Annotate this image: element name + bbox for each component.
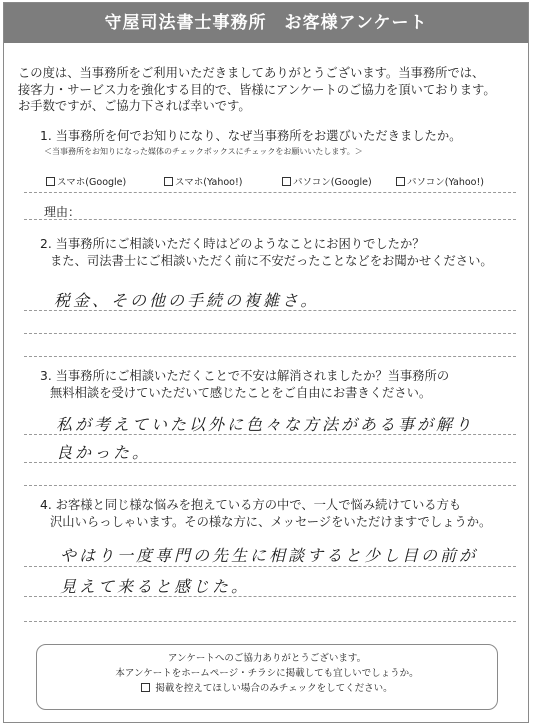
question-1-note: ＜当事務所をお知りになった媒体のチェックボックスにチェックをお願いいたします。＞: [44, 147, 363, 156]
answer-line: [24, 356, 516, 357]
question-1: 1. 当事務所を何でお知りになり、なぜ当事務所をお選びいただきましたか。: [40, 129, 462, 143]
answer-line: [24, 219, 516, 220]
answer-line: [24, 485, 516, 486]
intro-line: 接客力・サービス力を強化する目的で、皆様にアンケートのご協力を頂いております。: [18, 82, 496, 97]
option-smartphone-google[interactable]: [46, 174, 126, 188]
question-2-line-2: また、司法書士にご相談いただく前に不安だったことなどをお聞かせください。: [50, 254, 493, 268]
footer-checkbox-row[interactable]: [37, 681, 497, 696]
handwritten-answer-3-line-2: 良かった。: [56, 443, 152, 462]
checkbox[interactable]: [282, 177, 291, 186]
option-smartphone-yahoo[interactable]: [164, 174, 243, 188]
handwritten-answer-4-line-2: 見えて来ると感じた。: [60, 577, 251, 596]
footer-question: 本アンケートをホームページ・チラシに掲載しても宜しいでしょうか。: [115, 668, 419, 679]
option-pc-google[interactable]: [282, 174, 372, 188]
answer-line: [24, 192, 516, 193]
question-3-line-2: 無料相談を受けていただいて感じたことをご自由にお書きください。: [50, 386, 432, 400]
footer-thanks: アンケートへのご協力ありがとうございます。: [167, 653, 367, 664]
answer-line: [24, 434, 516, 435]
answer-line: [24, 462, 516, 463]
answer-line: [24, 310, 516, 311]
checkbox[interactable]: [141, 683, 150, 692]
intro-line: お手数ですが、ご協力下されば幸いです。: [18, 99, 251, 113]
handwritten-answer-4-line-1: やはり一度専門の先生に相談すると少し目の前が: [60, 546, 479, 565]
survey-sheet: [3, 2, 529, 723]
question-4-line-2: 沢山いらっしゃいます。その様な方に、メッセージをいただけますでしょうか。: [50, 515, 492, 529]
checkbox[interactable]: [46, 177, 55, 186]
footer-checkbox-label: 掲載を控えてほしい場合のみチェックをしてください。: [155, 683, 393, 694]
handwritten-answer-3-line-1: 私が考えていた以外に色々な方法がある事が解り: [56, 415, 475, 434]
checkbox[interactable]: [396, 177, 405, 186]
answer-line: [24, 333, 516, 334]
option-label: パソコン(Yahoo!): [407, 177, 484, 188]
option-label: パソコン(Google): [293, 177, 372, 188]
question-2-line-1: 2. 当事務所にご相談いただく時はどのようなことにお困りでしたか？: [40, 237, 425, 251]
reason-label: 理由：: [44, 205, 81, 219]
footer-consent-box: [36, 644, 498, 710]
answer-line: [24, 621, 516, 622]
handwritten-answer-2: 税金、その他の手続の複雑さ。: [54, 291, 320, 310]
question-4-line-1: 4. お客様と同じ様な悩みを抱えている方の中で、一人で悩み続けている方も: [40, 498, 462, 512]
option-label: スマホ(Google): [57, 177, 127, 188]
intro-line: この度は、当事務所をご利用いただきましてありがとうございます。当事務所では、: [18, 66, 485, 80]
page-title: 守屋司法書士事務所 お客様アンケート: [4, 3, 528, 43]
intro-text: [18, 65, 518, 115]
checkbox[interactable]: [164, 177, 173, 186]
option-label: スマホ(Yahoo!): [175, 177, 243, 188]
question-3-line-1: 3. 当事務所にご相談いただくことで不安は解消されましたか？当事務所の: [40, 369, 450, 383]
answer-line: [24, 566, 516, 567]
option-pc-yahoo[interactable]: [396, 174, 484, 188]
answer-line: [24, 596, 516, 597]
